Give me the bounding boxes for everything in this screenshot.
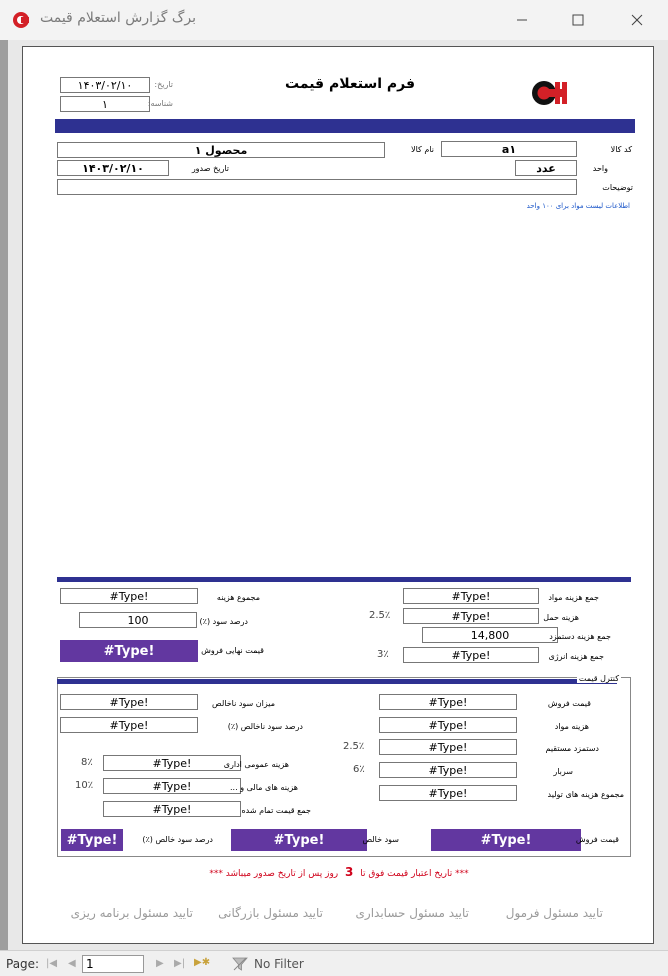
unit-field: عدد (515, 160, 577, 176)
admin-pct: 8٪ (81, 757, 93, 768)
transport-cost-label: هزینه حمل (543, 613, 579, 622)
energy-cost-label: جمع هزینه انرژی (548, 652, 604, 661)
materials-cost-field: #Type! (403, 588, 539, 604)
control-sale-price-field: #Type! (379, 694, 517, 710)
price-validity-note (23, 865, 655, 879)
costs-divider-bar (57, 577, 631, 582)
id-field: ۱ (60, 96, 150, 112)
signature-commercial: تایید مسئول بازرگانی (218, 906, 323, 920)
app-logo-icon (12, 11, 30, 29)
overhead-pct: 6٪ (353, 764, 365, 775)
production-total-label: مجموع هزینه های تولید (547, 790, 624, 799)
overhead-label: سربار (553, 767, 573, 776)
net-profit-pct-label: درصد سود خالص (٪) (142, 835, 213, 844)
prev-page-icon[interactable]: ◀ (68, 958, 76, 969)
header-divider-bar (55, 119, 635, 133)
gross-profit-field: #Type! (60, 694, 198, 710)
first-page-icon[interactable]: |◀ (46, 958, 58, 969)
final-price-label: قیمت نهایی فروش (201, 646, 264, 655)
filter-label[interactable]: No Filter (254, 957, 304, 971)
control-sale-price-label: قیمت فروش (547, 699, 591, 708)
bom-note: اطلاعات لیست مواد برای ۱۰۰ واحد (526, 202, 630, 210)
background-window-strip (0, 40, 8, 950)
total-cost-field: #Type! (60, 588, 198, 604)
maximize-button[interactable] (563, 8, 593, 32)
description-label: توضیحات (602, 183, 633, 192)
window-title: برگ گزارش استعلام قیمت (39, 10, 196, 26)
signature-accounting: تایید مسئول حسابداری (355, 906, 469, 920)
profit-pct-label: درصد سود (٪) (199, 617, 248, 626)
next-page-icon[interactable]: ▶ (156, 958, 164, 969)
description-field (57, 179, 577, 195)
product-code-field: a۱ (441, 141, 577, 157)
finance-cost-field: #Type! (103, 778, 241, 794)
close-button[interactable] (622, 8, 652, 32)
price-control-label: کنترل قیمت (578, 674, 619, 683)
net-profit-pct-field: #Type! (61, 829, 123, 851)
bottom-sale-price-label: قیمت فروش (575, 835, 619, 844)
close-icon (631, 14, 643, 26)
validity-suffix: روز پس از تاریخ صدور میباشد *** (209, 869, 339, 879)
wages-cost-label: جمع هزینه دستمزد (549, 632, 611, 641)
bottom-sale-price-field: #Type! (431, 829, 581, 851)
date-field: ۱۴۰۳/۰۲/۱۰ (60, 77, 150, 93)
net-profit-field: #Type! (231, 829, 367, 851)
energy-pct: 3٪ (377, 649, 389, 660)
gross-profit-pct-label: درصد سود ناخالص (٪) (227, 722, 303, 731)
product-name-label: نام کالا (411, 145, 434, 154)
last-page-icon[interactable]: ▶| (174, 958, 186, 969)
control-material-cost-field: #Type! (379, 717, 517, 733)
minimize-icon (516, 14, 528, 26)
record-navigation-bar (0, 950, 668, 976)
materials-cost-label: جمع هزینه مواد (548, 593, 599, 602)
page-label: Page: (6, 957, 40, 971)
window-titlebar (0, 0, 668, 40)
company-logo-icon (531, 79, 569, 107)
total-cost-price-field: #Type! (103, 801, 241, 817)
transport-pct: 2.5٪ (369, 610, 391, 621)
signature-planning: تایید مسئول برنامه ریزی (70, 906, 193, 920)
gross-profit-label: میزان سود ناخالص (212, 699, 275, 708)
profit-pct-field: 100 (79, 612, 197, 628)
production-total-field: #Type! (379, 785, 517, 801)
validity-prefix: *** تاریخ اعتبار قیمت فوق تا (360, 869, 469, 879)
direct-wage-pct: 2.5٪ (343, 741, 365, 752)
admin-cost-field: #Type! (103, 755, 241, 771)
admin-cost-label: هزینه عمومی اداری (223, 760, 289, 769)
overhead-field: #Type! (379, 762, 517, 778)
control-material-cost-label: هزینه مواد (554, 722, 589, 731)
maximize-icon (572, 14, 584, 26)
product-name-field: محصول ۱ (57, 142, 385, 158)
direct-wage-field: #Type! (379, 739, 517, 755)
issue-date-field: ۱۴۰۳/۰۲/۱۰ (57, 160, 169, 176)
final-price-field: #Type! (60, 640, 198, 662)
filter-icon[interactable] (232, 956, 248, 972)
minimize-button[interactable] (507, 8, 537, 32)
validity-days: 3 (345, 865, 354, 879)
report-page (22, 46, 654, 944)
date-label: تاریخ: (154, 80, 173, 89)
finance-pct: 10٪ (75, 780, 94, 791)
total-cost-price-label: جمع قیمت تمام شده (241, 806, 311, 815)
total-cost-label: مجموع هزینه (216, 593, 260, 602)
transport-cost-field: #Type! (403, 608, 539, 624)
new-record-icon[interactable]: ▶✱ (194, 957, 211, 968)
energy-cost-field: #Type! (403, 647, 539, 663)
id-label: شناسه: (147, 99, 173, 108)
control-divider-bar (57, 679, 617, 684)
form-title: فرم استعلام قیمت (285, 76, 416, 92)
page-number-input[interactable]: 1 (82, 955, 144, 973)
direct-wage-label: دستمزد مستقیم (545, 744, 599, 753)
unit-label: واحد (592, 164, 608, 173)
finance-cost-label: هزینه های مالی و ... (230, 783, 298, 792)
issue-date-label: تاریخ صدور (191, 164, 229, 173)
product-code-label: کد کالا (610, 145, 632, 154)
gross-profit-pct-field: #Type! (60, 717, 198, 733)
signature-formula: تایید مسئول فرمول (505, 906, 603, 920)
wages-cost-field: 14,800 (422, 627, 558, 643)
net-profit-label: سود خالص (362, 835, 399, 844)
